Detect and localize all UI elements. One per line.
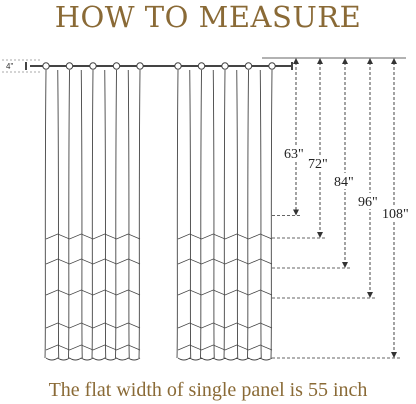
left-panel-grommet: [66, 63, 72, 69]
measure-arrow-top: [342, 58, 348, 64]
measure-arrow-bottom: [391, 352, 397, 358]
measure-arrow-top: [391, 58, 397, 64]
left-panel-grommet: [90, 63, 96, 69]
left-panel-pleat-line: [81, 70, 82, 358]
right-panel-pleat-line: [201, 70, 202, 358]
right-panel-pleat-line: [177, 70, 178, 358]
right-panel-bottom-hem: [178, 358, 272, 360]
page-title: HOW TO MEASURE: [54, 0, 362, 34]
measure-arrow-top: [293, 58, 299, 64]
left-panel-pleat-line: [69, 70, 70, 358]
left-panel-pleat-line: [139, 70, 140, 358]
right-panel-pleat-line: [248, 70, 249, 358]
left-panel-bottom-hem: [46, 358, 140, 360]
length-measures: [272, 58, 409, 358]
curtain-panel-left: [43, 63, 143, 360]
left-panel-grommet: [113, 63, 119, 69]
right-panel-grommet: [175, 63, 181, 69]
length-label: 108": [382, 207, 409, 222]
right-panel-pleat-line: [237, 70, 238, 358]
right-panel-grommet: [245, 63, 251, 69]
right-panel-hem-fold: [178, 234, 272, 239]
right-panel-grommet: [269, 63, 275, 69]
panel-width-note: The flat width of single panel is 55 inch: [48, 379, 368, 401]
right-panel-pleat-line: [271, 70, 272, 358]
measure-arrow-bottom: [367, 292, 373, 298]
measure-arrow-bottom: [293, 210, 299, 216]
left-panel-hem-fold: [46, 290, 140, 295]
right-panel-pleat-line: [260, 70, 261, 358]
length-label: 96": [358, 195, 378, 210]
right-panel-hem-fold: [178, 290, 272, 295]
right-panel-grommet: [222, 63, 228, 69]
offset-label: 4": [6, 62, 14, 71]
left-panel-grommet: [137, 63, 143, 69]
right-panel-grommet: [198, 63, 204, 69]
left-panel-hem-fold: [46, 259, 140, 264]
left-panel-hem-fold: [46, 345, 140, 350]
right-panel-pleat-line: [213, 70, 214, 358]
measure-arrow-bottom: [317, 232, 323, 238]
left-panel-pleat-line: [105, 70, 106, 358]
left-panel-pleat-line: [116, 70, 117, 358]
right-panel-hem-fold: [178, 259, 272, 264]
left-panel-pleat-line: [45, 70, 46, 358]
right-panel-pleat-line: [190, 70, 191, 358]
left-panel-pleat-line: [128, 70, 129, 358]
measure-arrow-bottom: [342, 262, 348, 268]
left-panel-hem-fold: [46, 323, 140, 328]
measure-arrow-top: [317, 58, 323, 64]
left-panel-grommet: [43, 63, 49, 69]
length-label: 84": [334, 175, 354, 190]
measure-arrow-top: [367, 58, 373, 64]
length-label: 72": [308, 157, 328, 172]
left-panel-hem-fold: [46, 234, 140, 239]
left-panel-pleat-line: [58, 70, 59, 358]
right-panel-hem-fold: [178, 345, 272, 350]
curtain-measure-diagram: [0, 40, 416, 370]
curtain-panel-right: [175, 63, 275, 360]
length-label: 63": [284, 147, 304, 162]
left-panel-pleat-line: [92, 70, 93, 358]
right-panel-pleat-line: [224, 70, 225, 358]
right-panel-hem-fold: [178, 323, 272, 328]
